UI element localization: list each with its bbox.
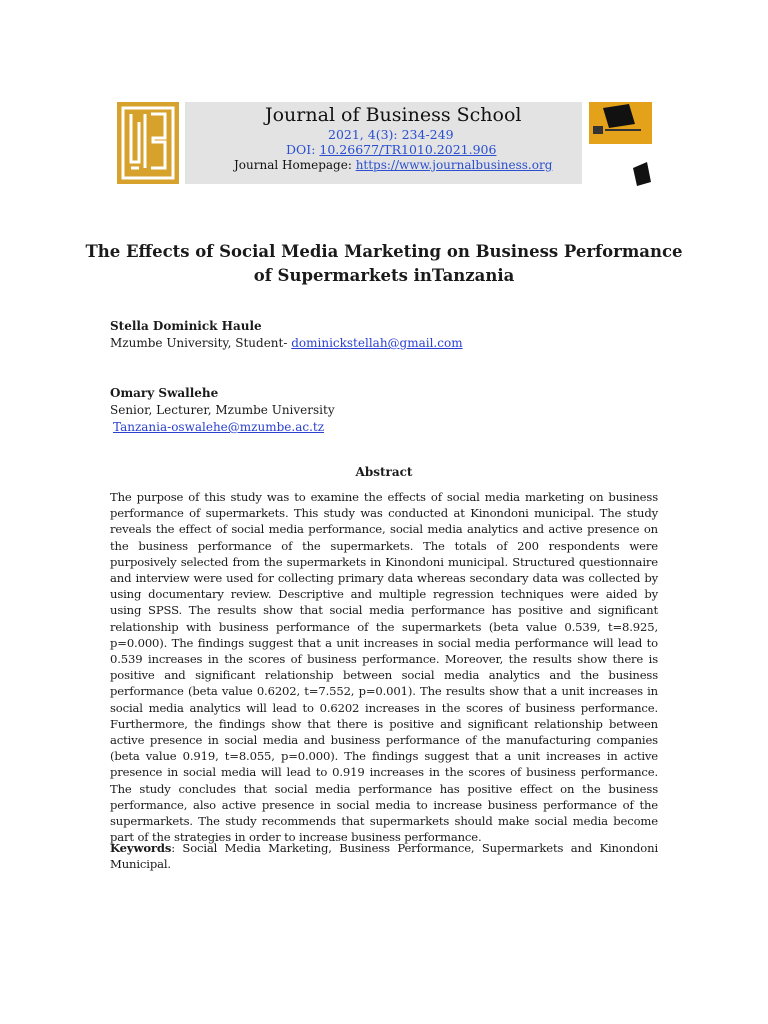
paper-title-line-1: The Effects of Social Media Marketing on Business Performance	[85, 242, 683, 261]
journal-cover-image	[589, 102, 652, 186]
author-name: Stella Dominick Haule	[110, 319, 262, 333]
journal-homepage	[234, 158, 552, 172]
keywords-text: : Social Media Marketing, Business Performance, Supermarkets and Kinondoni Municipal.	[110, 841, 658, 872]
doi-label: DOI:	[286, 142, 320, 157]
journal-info-box	[185, 102, 582, 184]
homepage-label: Journal Homepage:	[234, 158, 356, 172]
journal-title: Journal of Business School	[265, 104, 522, 126]
author-email-row	[110, 419, 335, 436]
journal-volume: 2021, 4(3): 234-249	[328, 127, 454, 142]
paper-title	[60, 240, 708, 288]
author-name: Omary Swallehe	[110, 386, 219, 400]
keywords-label: Keywords	[110, 841, 172, 855]
author-email-link[interactable]: Tanzania-oswalehe@mzumbe.ac.tz	[113, 420, 325, 434]
homepage-link[interactable]: https://www.journalbusiness.org	[355, 158, 553, 172]
paper-title-line-2: of Supermarkets inTanzania	[253, 266, 515, 285]
author-email-link[interactable]: dominickstellah@gmail.com	[291, 336, 463, 350]
journal-logo	[117, 102, 179, 184]
author-affiliation-text: Mzumbe University, Student-	[110, 336, 292, 350]
keywords	[110, 840, 658, 872]
journal-header	[117, 102, 652, 186]
author-1	[110, 318, 463, 352]
author-affiliation	[110, 335, 463, 352]
author-2	[110, 385, 335, 436]
journal-doi	[286, 142, 496, 157]
abstract-heading: Abstract	[355, 465, 413, 479]
abstract-text: The purpose of this study was to examine the effects of social media marketing on business performance of supermarkets. This study was conducted at Kinondoni municipal. The study reveals the effect of social media performance, social media analytics and active presence on the business performance of the supermarkets. The totals of 200 respondents were purposively selected from the supermarkets in Kinondoni municipal. Structured questionnaire and interview were used for collecting primary data whereas secondary data was collected by using documentary review. Descriptive and multiple regression techniques were aided by using SPSS. The results show that social media performance has positive and significant relationship with business performance of the supermarkets (beta value 0.539, t=8.925, p=0.000). The findings suggest that a unit increases in social media performance will lead to 0.539 increases in the scores of business performance. Moreover, the results show there is positive and significant relationship between social media analytics and the business performance (beta value 0.6202, t=7.552, p=0.001). The results show that a unit increases in social media analytics will lead to 0.6202 increases in the scores of business performance. Furthermore, the findings show that there is positive and significant relationship between active presence in social media and business performance of the manufacturing companies (beta value 0.919, t=8.055, p=0.000). The findings suggest that a unit increases in active presence in social media will lead to 0.919 increases in the scores of business performance. The study concludes that social media performance has positive effect on the business performance, also active presence in social media to increase business performance of the supermarkets. The study recommends that supermarkets should make social media become part of the strategies in order to increase business performance.	[110, 490, 658, 845]
doi-link[interactable]: 10.26677/TR1010.2021.906	[319, 142, 497, 157]
author-affiliation-text: Senior, Lecturer, Mzumbe University	[110, 403, 335, 417]
